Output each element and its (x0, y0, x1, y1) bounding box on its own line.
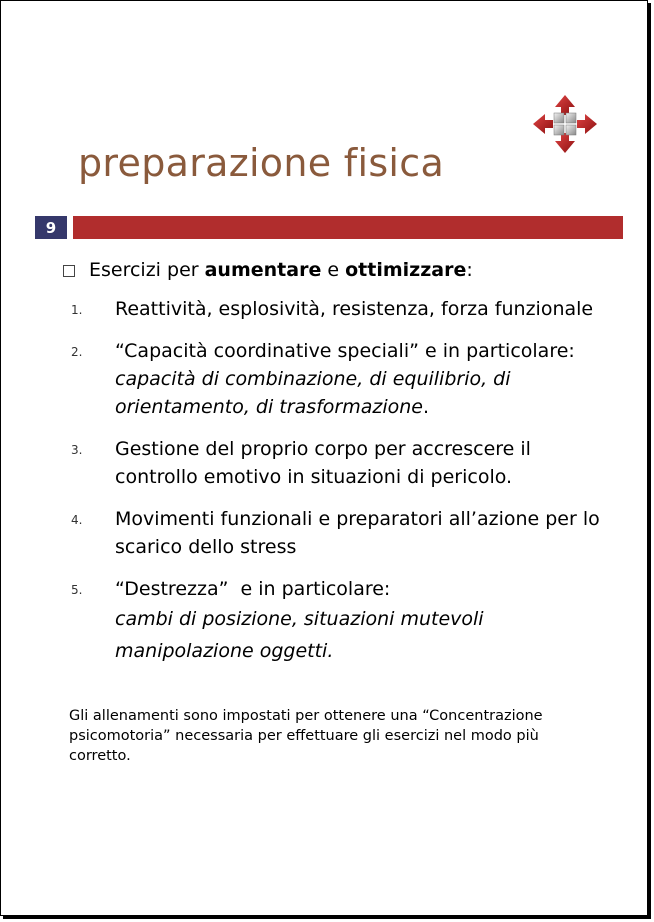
footnote: Gli allenamenti sono impostati per ottenere una “Concentrazione psicomotoria” necessaria per effettuare gli esercizi nel modo più corretto. (69, 708, 543, 764)
list-text-block (115, 575, 484, 667)
list-text (115, 337, 611, 421)
list-subtext-2-text: manipolazione oggetti (115, 640, 328, 662)
list-text: Reattività, esplosività, resistenza, forza funzionale (115, 298, 594, 320)
slide-number-badge: 9 (35, 216, 67, 239)
list-number: 2. (71, 345, 83, 359)
list-item (71, 295, 611, 323)
list-subtext-2 (115, 635, 484, 667)
list-text-a: “Capacità coordinative speciali” e in particolare: (115, 340, 575, 362)
title-divider-bar (73, 216, 623, 239)
list-text-italic: capacità di combinazione, di equilibrio, di orientamento, di trasformazione (115, 368, 511, 418)
intro-suffix: : (466, 259, 473, 281)
numbered-list (71, 295, 611, 681)
list-item (71, 575, 611, 667)
slide-title: preparazione fisica (78, 141, 445, 185)
list-item (71, 505, 611, 561)
list-subtext-2-end: . (327, 640, 334, 662)
intro-bold-2: ottimizzare (345, 259, 467, 281)
list-item (71, 337, 611, 421)
list-text: “Destrezza” e in particolare: (115, 578, 391, 600)
four-arrows-logo-icon (532, 94, 598, 154)
list-subtext-1: cambi di posizione, situazioni mutevoli (115, 608, 484, 630)
list-number: 4. (71, 513, 83, 527)
list-text-end: . (423, 396, 430, 418)
list-text: Gestione del proprio corpo per accrescere il controllo emotivo in situazioni di pericolo. (115, 438, 531, 488)
intro-prefix: Esercizi per (89, 259, 205, 281)
list-number: 1. (71, 303, 83, 317)
list-number: 3. (71, 443, 83, 457)
intro-bold-1: aumentare (204, 259, 322, 281)
list-number: 5. (71, 583, 83, 597)
intro-mid: e (321, 259, 346, 281)
square-bullet-icon (63, 265, 75, 277)
list-text: Movimenti funzionali e preparatori all’azione per lo scarico dello stress (115, 508, 600, 558)
intro-line (63, 259, 473, 281)
list-item (71, 435, 611, 491)
